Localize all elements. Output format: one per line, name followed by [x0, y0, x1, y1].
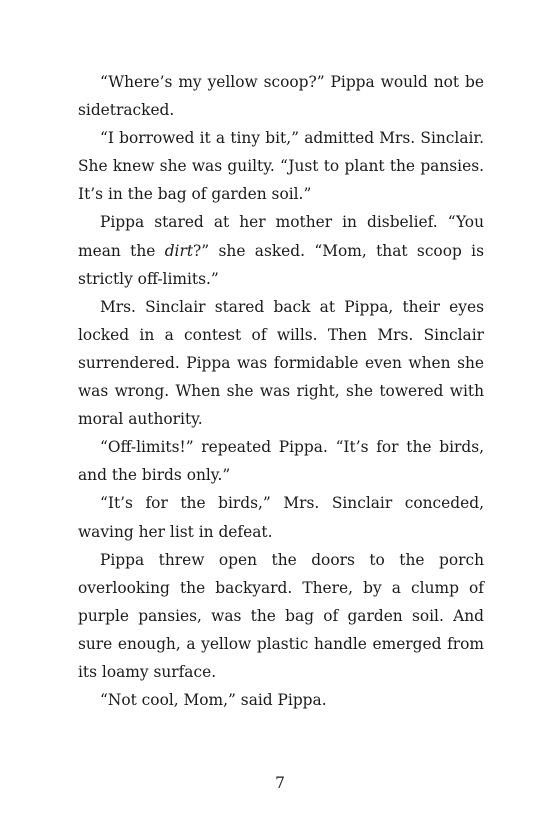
paragraph-8: “Not cool, Mom,” said Pippa.	[100, 691, 327, 710]
paragraph-3-before: Pippa stared at her mother in disbelief. “You mean the	[78, 213, 484, 260]
page-number: 7	[275, 774, 285, 792]
paragraph-6: “It’s for the birds,” Mrs. Sinclair conceded, waving her list in defeat.	[78, 494, 484, 541]
paragraph-3-after: ?” she asked. “Mom, that scoop is strictly off-limits.”	[78, 241, 484, 288]
paragraph-1: “Where’s my yellow scoop?” Pippa would not be sidetracked.	[78, 73, 484, 120]
paragraph-3	[78, 208, 484, 292]
body-text	[78, 68, 484, 714]
emphasis-dirt: dirt	[164, 241, 194, 260]
paragraph-2: “I borrowed it a tiny bit,” admitted Mrs. Sinclair. She knew she was guilty. “Just to plant the pansies. It’s in the bag of garden soil.”	[78, 129, 484, 204]
paragraph-4: Mrs. Sinclair stared back at Pippa, their eyes locked in a contest of wills. Then Mrs. Sinclair surrendered. Pippa was formidable even when she was wrong. When she was right, she towered with moral authority.	[78, 297, 484, 429]
paragraph-7: Pippa threw open the doors to the porch overlooking the backyard. There, by a clump of purple pansies, was the bag of garden soil. And sure enough, a yellow plastic handle emerged from its loamy surface.	[78, 550, 484, 681]
paragraph-5: “Off-limits!” repeated Pippa. “It’s for the birds, and the birds only.”	[78, 438, 484, 485]
